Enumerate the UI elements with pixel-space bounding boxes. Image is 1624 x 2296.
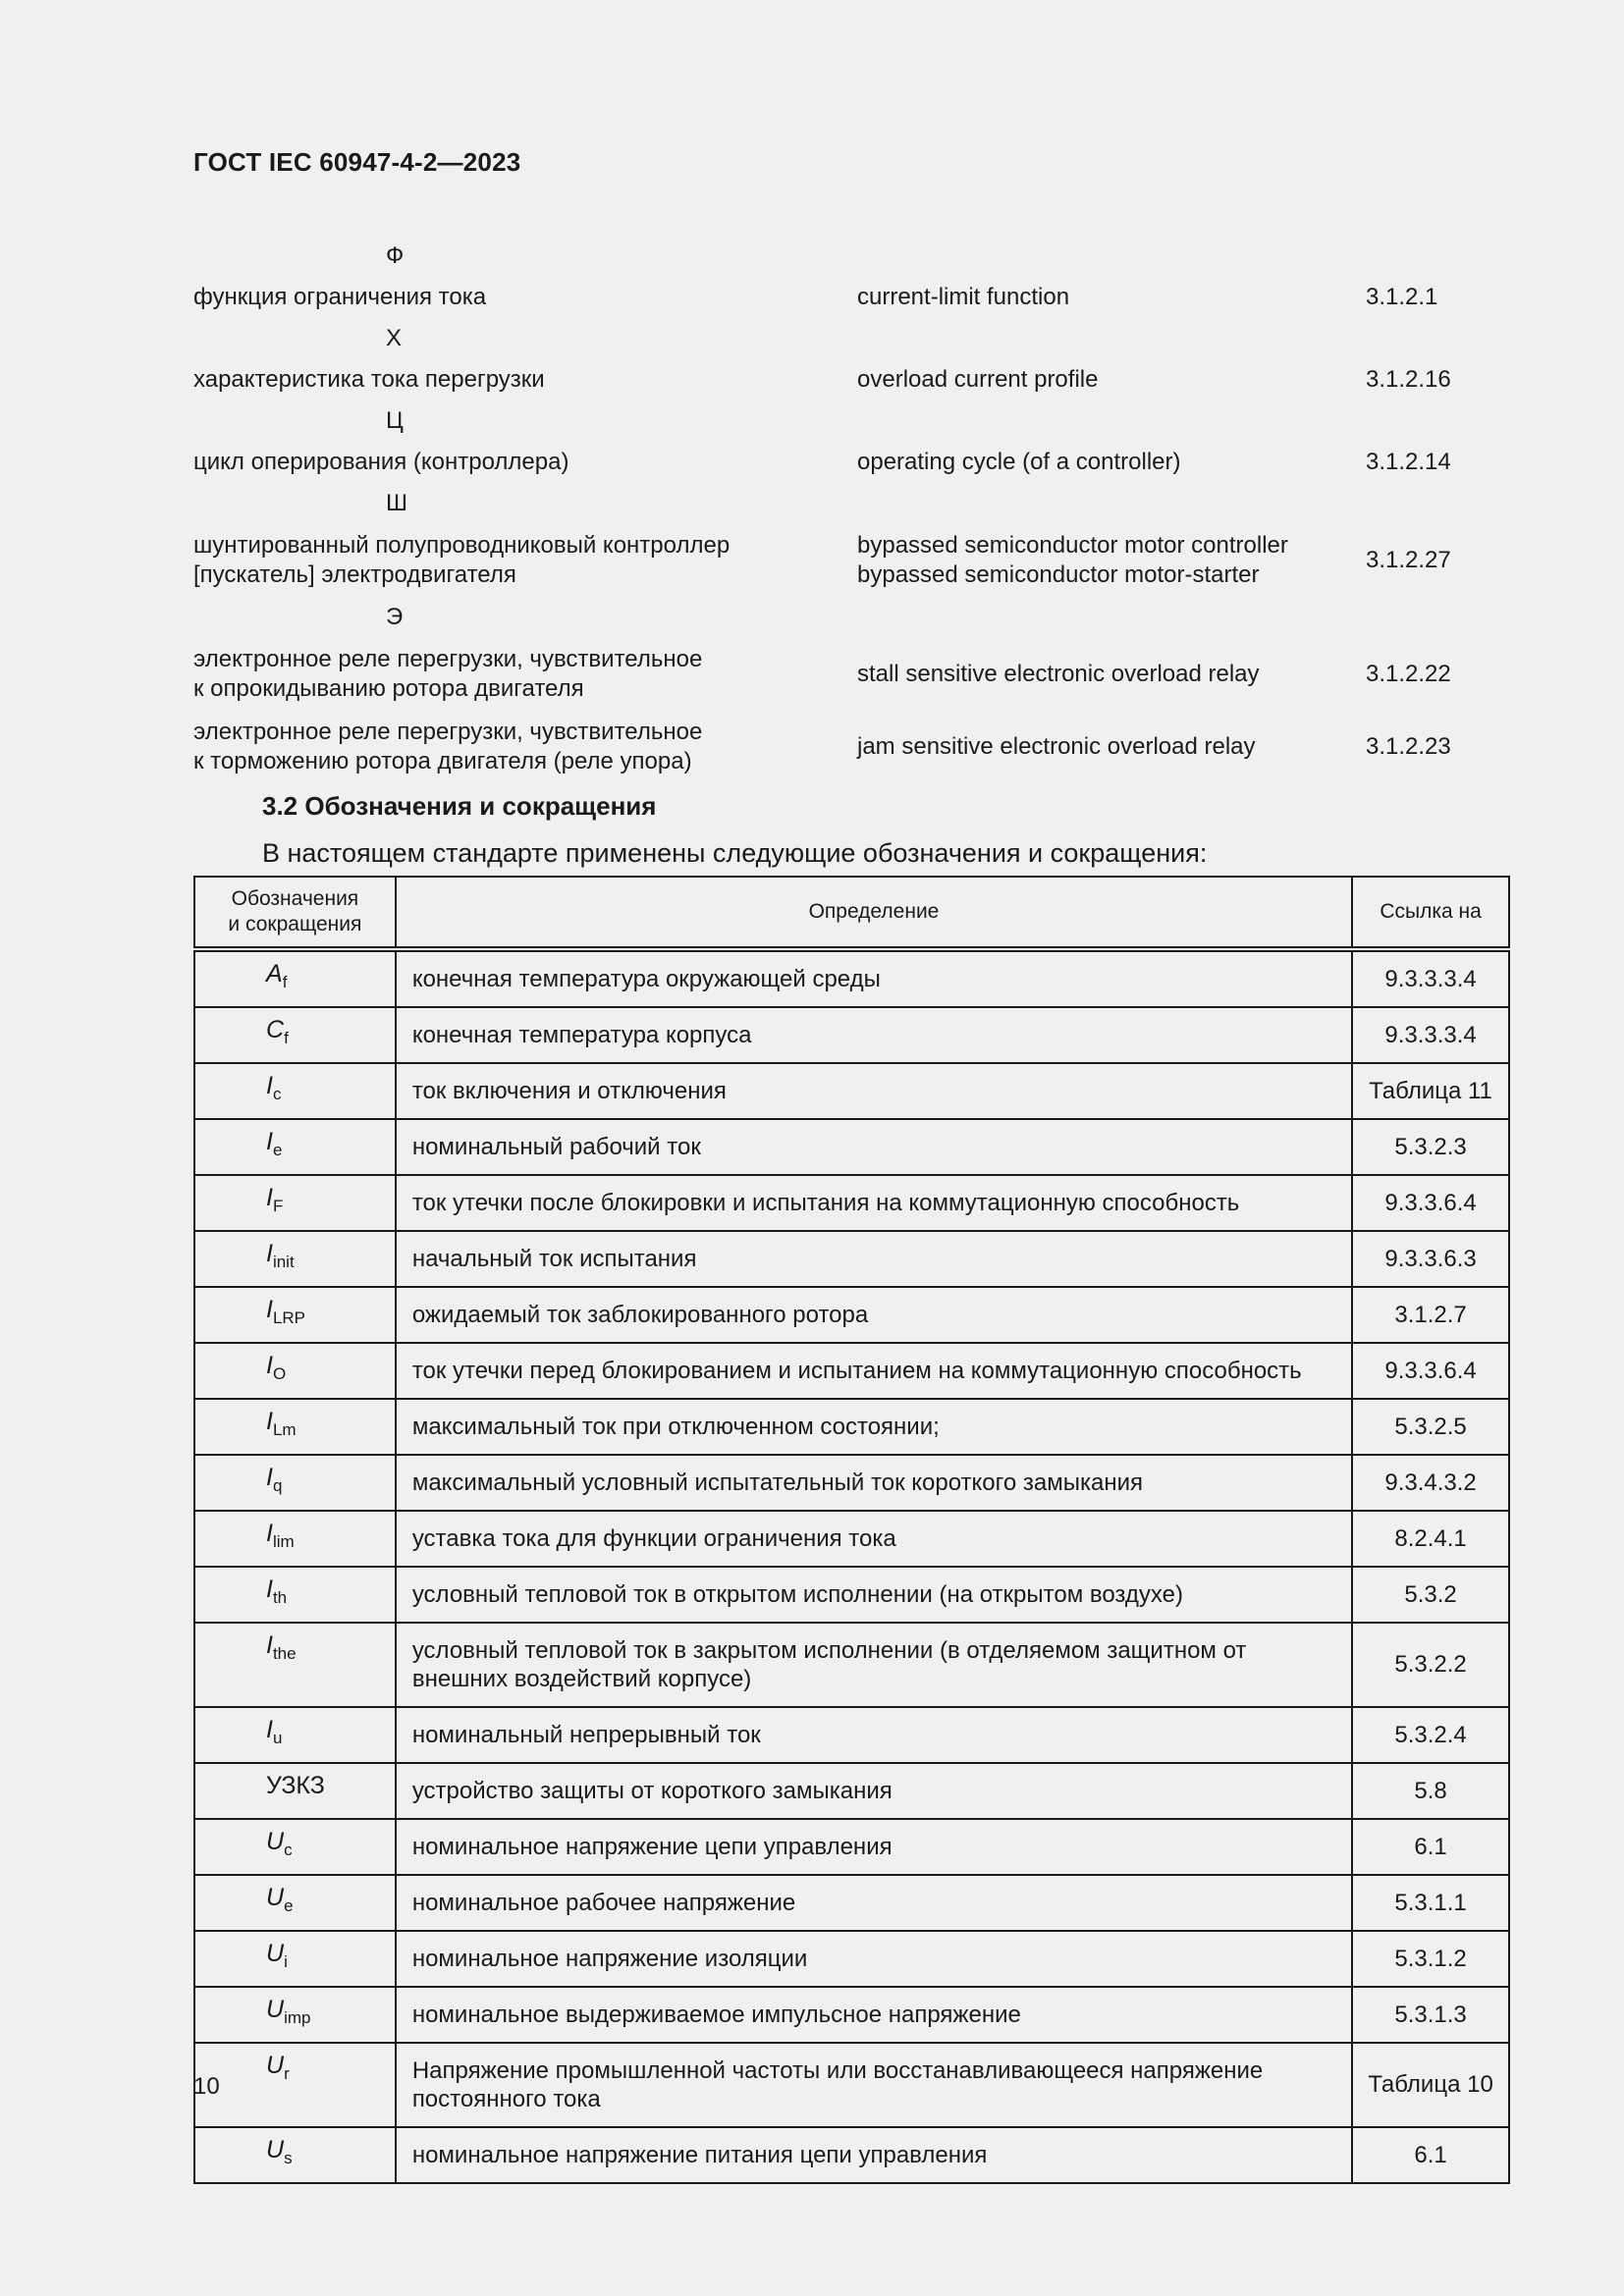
symbol-cell: $I_{the}$ bbox=[194, 1623, 396, 1707]
symbol-cell: $I_{lim}$ bbox=[194, 1511, 396, 1567]
reference-cell: 5.8 bbox=[1352, 1763, 1509, 1819]
table-row bbox=[194, 1175, 1509, 1231]
symbol-cell: $U_{imp}$ bbox=[194, 1987, 396, 2043]
index-entry bbox=[193, 277, 1509, 318]
symbol-cell: $A_f$ bbox=[194, 949, 396, 1007]
symbol-cell: $I_{init}$ bbox=[194, 1231, 396, 1287]
symbol-cell: $U_c$ bbox=[194, 1819, 396, 1875]
reference-cell: 5.3.2.3 bbox=[1352, 1119, 1509, 1175]
document-header: ГОСТ IEC 60947-4-2—2023 bbox=[193, 147, 521, 177]
page-number: 10 bbox=[193, 2073, 220, 2100]
reference-cell: 8.2.4.1 bbox=[1352, 1511, 1509, 1567]
reference-cell: 9.3.3.3.4 bbox=[1352, 1007, 1509, 1063]
symbol-cell: $I_q$ bbox=[194, 1455, 396, 1511]
index-entry bbox=[193, 359, 1509, 400]
header-symbols: Обозначения и сокращения bbox=[194, 877, 396, 949]
definition-cell: ток включения и отключения bbox=[396, 1063, 1352, 1119]
table-body bbox=[194, 949, 1509, 2183]
table-row bbox=[194, 1707, 1509, 1763]
reference-cell: 3.1.2.7 bbox=[1352, 1287, 1509, 1343]
table-row bbox=[194, 949, 1509, 1007]
term-en: operating cycle (of a controller) bbox=[857, 449, 1181, 475]
term-ref: 3.1.2.23 bbox=[1366, 733, 1451, 760]
term-ru: шунтированный полупроводниковый контроллер [пускатель] электродвигателя bbox=[193, 532, 731, 588]
term-en: bypassed semiconductor motor controller bypassed semiconductor motor-starter bbox=[857, 532, 1288, 588]
reference-cell: 5.3.2.4 bbox=[1352, 1707, 1509, 1763]
reference-cell: 9.3.3.6.4 bbox=[1352, 1175, 1509, 1231]
reference-cell: 5.3.2.2 bbox=[1352, 1623, 1509, 1707]
term-index bbox=[193, 236, 1509, 783]
symbol-cell: $U_i$ bbox=[194, 1931, 396, 1987]
table-row bbox=[194, 1875, 1509, 1931]
symbol-cell: $I_c$ bbox=[194, 1063, 396, 1119]
table-row bbox=[194, 1063, 1509, 1119]
definition-cell: условный тепловой ток в закрытом исполнении (в отделяемом защитном от внешних воздействий корпусе) bbox=[396, 1623, 1352, 1707]
definition-cell: ток утечки перед блокированием и испытанием на коммутационную способность bbox=[396, 1343, 1352, 1399]
definition-cell: устройство защиты от короткого замыкания bbox=[396, 1763, 1352, 1819]
definition-cell: максимальный условный испытательный ток короткого замыкания bbox=[396, 1455, 1352, 1511]
table-row bbox=[194, 1287, 1509, 1343]
term-ref: 3.1.2.27 bbox=[1366, 547, 1451, 573]
term-ru: функция ограничения тока bbox=[193, 284, 487, 310]
term-en: stall sensitive electronic overload relay bbox=[857, 661, 1260, 687]
header-reference: Ссылка на bbox=[1352, 877, 1509, 949]
reference-cell: 9.3.4.3.2 bbox=[1352, 1455, 1509, 1511]
symbol-cell: $I_F$ bbox=[194, 1175, 396, 1231]
reference-cell: 5.3.1.1 bbox=[1352, 1875, 1509, 1931]
term-ref: 3.1.2.1 bbox=[1366, 284, 1438, 310]
table-row bbox=[194, 1819, 1509, 1875]
term-en: jam sensitive electronic overload relay bbox=[857, 733, 1256, 760]
symbol-cell: $I_O$ bbox=[194, 1343, 396, 1399]
definition-cell: номинальное рабочее напряжение bbox=[396, 1875, 1352, 1931]
reference-cell: 6.1 bbox=[1352, 1819, 1509, 1875]
table-row bbox=[194, 1119, 1509, 1175]
header-definition: Определение bbox=[396, 877, 1352, 949]
definition-cell: уставка тока для функции ограничения тока bbox=[396, 1511, 1352, 1567]
index-letter: Ц bbox=[386, 407, 404, 434]
index-letter: Ф bbox=[386, 242, 405, 269]
term-ref: 3.1.2.22 bbox=[1366, 661, 1451, 687]
symbol-cell: $U_r$ bbox=[194, 2043, 396, 2127]
reference-cell: 5.3.1.3 bbox=[1352, 1987, 1509, 2043]
index-letter: Э bbox=[386, 604, 404, 630]
symbol-cell: $I_u$ bbox=[194, 1707, 396, 1763]
symbol-cell: $U_s$ bbox=[194, 2127, 396, 2183]
symbol-cell: $I_e$ bbox=[194, 1119, 396, 1175]
reference-cell: 5.3.1.2 bbox=[1352, 1931, 1509, 1987]
definition-cell: номинальное напряжение цепи управления bbox=[396, 1819, 1352, 1875]
term-ru: характеристика тока перегрузки bbox=[193, 366, 545, 393]
symbol-cell: $I_{Lm}$ bbox=[194, 1399, 396, 1455]
table-row bbox=[194, 1343, 1509, 1399]
section-title: 3.2 Обозначения и сокращения bbox=[262, 791, 657, 821]
table-header-row bbox=[194, 877, 1509, 949]
table-row bbox=[194, 1567, 1509, 1623]
index-letter: Х bbox=[386, 325, 403, 351]
symbol-cell: $C_f$ bbox=[194, 1007, 396, 1063]
index-entry bbox=[193, 711, 1509, 783]
table-row bbox=[194, 2127, 1509, 2183]
term-ru: электронное реле перегрузки, чувствительное к опрокидыванию ротора двигателя bbox=[193, 646, 703, 702]
symbol-cell: $U_e$ bbox=[194, 1875, 396, 1931]
index-entry bbox=[193, 524, 1509, 597]
table-row bbox=[194, 2043, 1509, 2127]
table-row bbox=[194, 1399, 1509, 1455]
index-entry bbox=[193, 442, 1509, 483]
table-row bbox=[194, 1763, 1509, 1819]
term-en: current-limit function bbox=[857, 284, 1070, 310]
definition-cell: ток утечки после блокировки и испытания на коммутационную способность bbox=[396, 1175, 1352, 1231]
definition-cell: номинальное напряжение питания цепи управления bbox=[396, 2127, 1352, 2183]
symbol-cell: $I_{th}$ bbox=[194, 1567, 396, 1623]
table-row bbox=[194, 1623, 1509, 1707]
reference-cell: 9.3.3.3.4 bbox=[1352, 949, 1509, 1007]
term-ru: цикл оперирования (контроллера) bbox=[193, 449, 569, 475]
symbol-cell: УЗКЗ bbox=[194, 1763, 396, 1819]
index-letter: Ш bbox=[386, 490, 407, 516]
definition-cell: номинальный рабочий ток bbox=[396, 1119, 1352, 1175]
term-en: overload current profile bbox=[857, 366, 1099, 393]
definition-cell: номинальное выдерживаемое импульсное напряжение bbox=[396, 1987, 1352, 2043]
table-row bbox=[194, 1007, 1509, 1063]
reference-cell: Таблица 11 bbox=[1352, 1063, 1509, 1119]
section-intro: В настоящем стандарте применены следующие обозначения и сокращения: bbox=[262, 838, 1208, 868]
definition-cell: Напряжение промышленной частоты или восстанавливающееся напряжение постоянного тока bbox=[396, 2043, 1352, 2127]
reference-cell: 5.3.2.5 bbox=[1352, 1399, 1509, 1455]
table-row bbox=[194, 1455, 1509, 1511]
reference-cell: Таблица 10 bbox=[1352, 2043, 1509, 2127]
reference-cell: 5.3.2 bbox=[1352, 1567, 1509, 1623]
reference-cell: 6.1 bbox=[1352, 2127, 1509, 2183]
table-row bbox=[194, 1511, 1509, 1567]
definition-cell: начальный ток испытания bbox=[396, 1231, 1352, 1287]
definition-cell: ожидаемый ток заблокированного ротора bbox=[396, 1287, 1352, 1343]
abbreviations-table bbox=[193, 876, 1510, 2184]
definition-cell: конечная температура корпуса bbox=[396, 1007, 1352, 1063]
term-ru: электронное реле перегрузки, чувствительное к торможению ротора двигателя (реле упора) bbox=[193, 719, 703, 774]
table-row bbox=[194, 1231, 1509, 1287]
reference-cell: 9.3.3.6.4 bbox=[1352, 1343, 1509, 1399]
definition-cell: условный тепловой ток в открытом исполнении (на открытом воздухе) bbox=[396, 1567, 1352, 1623]
reference-cell: 9.3.3.6.3 bbox=[1352, 1231, 1509, 1287]
table-row bbox=[194, 1987, 1509, 2043]
term-ref: 3.1.2.16 bbox=[1366, 366, 1451, 393]
index-entry bbox=[193, 638, 1509, 711]
definition-cell: конечная температура окружающей среды bbox=[396, 949, 1352, 1007]
definition-cell: максимальный ток при отключенном состоянии; bbox=[396, 1399, 1352, 1455]
table-row bbox=[194, 1931, 1509, 1987]
term-ref: 3.1.2.14 bbox=[1366, 449, 1451, 475]
symbol-cell: $I_{LRP}$ bbox=[194, 1287, 396, 1343]
definition-cell: номинальный непрерывный ток bbox=[396, 1707, 1352, 1763]
definition-cell: номинальное напряжение изоляции bbox=[396, 1931, 1352, 1987]
